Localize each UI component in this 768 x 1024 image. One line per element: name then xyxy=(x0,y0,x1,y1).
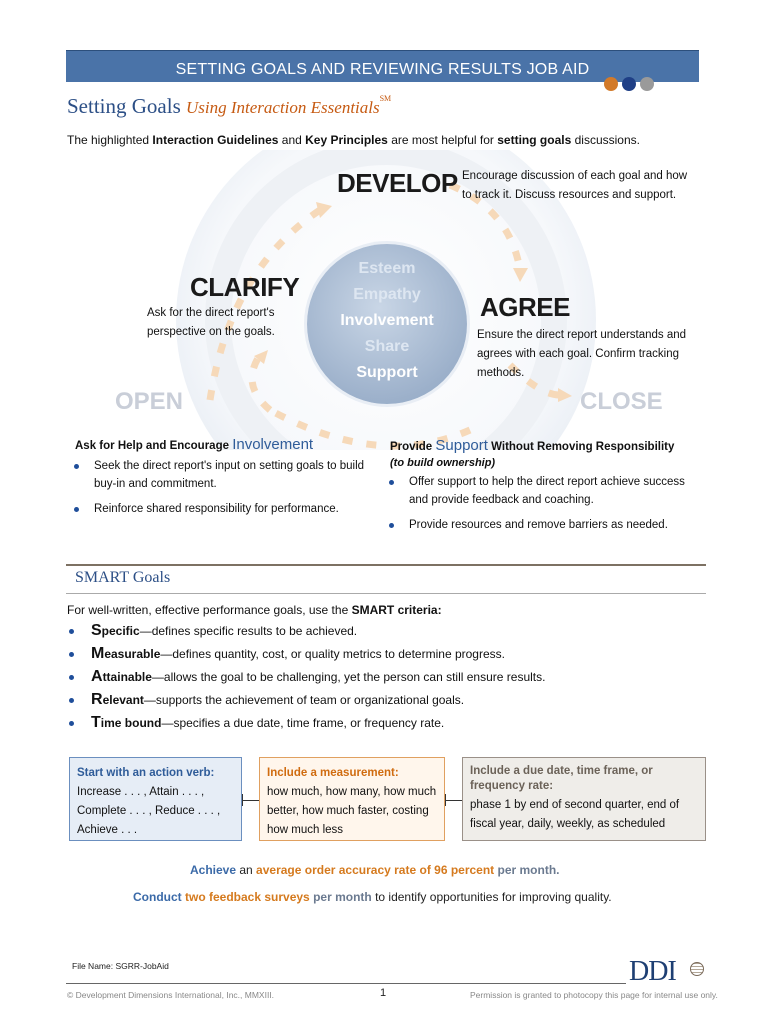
list-item: Provide resources and remove barriers as needed. xyxy=(387,516,707,534)
principle-esteem: Esteem xyxy=(358,260,416,277)
involvement-bullets xyxy=(72,457,372,525)
support-heading-post: Without Removing Responsibility xyxy=(487,441,675,453)
smart-item-measurable xyxy=(66,642,545,665)
example-1-time: per month. xyxy=(494,863,560,877)
principle-support: Support xyxy=(356,364,418,381)
smart-word: ime bound xyxy=(100,716,162,730)
action-verb-box-body: Increase . . . , Attain . . . , Complete . . . , Reduce . . . , Achieve . . . xyxy=(77,786,221,836)
smart-letter: T xyxy=(91,714,101,731)
footer-rule xyxy=(66,983,626,984)
example-2-verb: Conduct xyxy=(133,890,182,904)
clarify-description: Ask for the direct report's perspective on the goals. xyxy=(147,307,275,338)
smart-desc: —defines quantity, cost, or quality metrics to determine progress. xyxy=(160,647,505,661)
principle-share: Share xyxy=(364,338,410,355)
intro-text-1: The highlighted xyxy=(67,133,153,147)
smart-intro-text: For well-written, effective performance goals, use the xyxy=(67,603,352,617)
involvement-heading xyxy=(75,436,313,453)
permission-notice: Permission is granted to photocopy this page for internal use only. xyxy=(470,990,718,1000)
intro-bold-guidelines: Interaction Guidelines xyxy=(152,133,279,147)
involvement-heading-text: Ask for Help and Encourage xyxy=(75,440,233,452)
smart-word: easurable xyxy=(104,647,161,661)
example-goal-1 xyxy=(190,863,560,877)
smart-letter: R xyxy=(91,691,103,708)
close-label: CLOSE xyxy=(580,388,663,415)
smart-goals-title: SMART Goals xyxy=(75,569,171,586)
measurement-box xyxy=(259,757,445,841)
agree-description: Ensure the direct report understands and agrees with each goal. Confirm tracking methods. xyxy=(477,329,687,379)
header-title: SETTING GOALS AND REVIEWING RESULTS JOB AID xyxy=(175,61,590,78)
example-2-rest: to identify opportunities for improving quality. xyxy=(371,890,612,904)
smart-item-time-bound xyxy=(66,711,545,734)
header-dot-gray xyxy=(640,77,654,91)
section-rule-bottom xyxy=(66,593,706,594)
principle-empathy: Empathy xyxy=(353,286,421,303)
intro-text-2: and xyxy=(278,133,306,147)
support-heading-pre: Provide xyxy=(390,441,436,453)
section-rule-top xyxy=(66,564,706,566)
page-title-subtitle: Using Interaction Essentials xyxy=(186,98,380,117)
smart-letter: A xyxy=(91,668,103,685)
measurement-box-heading: Include a measurement: xyxy=(267,767,399,779)
connector-line xyxy=(242,800,259,801)
measurement-box-body: how much, how many, how much better, how much faster, costing how much less xyxy=(267,786,437,836)
action-verb-box-heading: Start with an action verb: xyxy=(77,767,215,779)
file-name: File Name: SGRR-JobAid xyxy=(72,961,169,971)
smart-item-relevant xyxy=(66,688,545,711)
due-date-box-body: phase 1 by end of second quarter, end of fiscal year, daily, weekly, as scheduled xyxy=(470,799,680,830)
develop-label: DEVELOP xyxy=(337,168,458,198)
smart-desc: —allows the goal to be challenging, yet the person can still ensure results. xyxy=(151,670,546,684)
involvement-keyword: Involvement xyxy=(232,436,314,453)
copyright-notice: © Development Dimensions International, Inc., MMXIII. xyxy=(67,990,275,1000)
smart-item-attainable xyxy=(66,665,545,688)
example-1-text: an xyxy=(236,863,257,877)
ddi-logo: DDI xyxy=(629,956,676,987)
intro-bold-principles: Key Principles xyxy=(305,133,388,147)
smart-desc: —defines specific results to be achieved. xyxy=(139,624,358,638)
list-item: Reinforce shared responsibility for performance. xyxy=(72,500,372,518)
support-bullets xyxy=(387,473,707,541)
page-title xyxy=(67,94,391,119)
example-2-measure: two feedback surveys xyxy=(185,890,310,904)
header-bar xyxy=(66,50,699,82)
header-dot-orange xyxy=(604,77,618,91)
smart-criteria-list xyxy=(66,619,545,734)
intro-sentence xyxy=(67,133,640,147)
due-date-box-heading: Include a due date, time frame, or frequency rate: xyxy=(470,765,653,792)
due-date-box xyxy=(462,757,706,841)
smart-letter: S xyxy=(91,622,102,639)
smart-item-specific xyxy=(66,619,545,642)
list-item: Seek the direct report's input on setting goals to build buy-in and commitment. xyxy=(72,457,372,493)
intro-bold-setting-goals: setting goals xyxy=(497,133,572,147)
smart-intro-bold: SMART criteria: xyxy=(351,603,442,617)
clarify-label: CLARIFY xyxy=(190,272,300,302)
page-number: 1 xyxy=(380,987,387,999)
smart-desc: —supports the achievement of team or organizational goals. xyxy=(143,693,465,707)
key-principles-circle xyxy=(307,244,467,404)
connector-line xyxy=(445,800,462,801)
agree-label: AGREE xyxy=(480,292,570,322)
smart-word: ttainable xyxy=(102,670,152,684)
open-label: OPEN xyxy=(115,388,184,415)
intro-text-3: are most helpful for xyxy=(387,133,498,147)
action-verb-box xyxy=(69,757,242,841)
intro-text-4: discussions. xyxy=(571,133,640,147)
support-heading xyxy=(390,437,674,454)
smart-letter: M xyxy=(91,645,105,662)
smart-word: pecific xyxy=(101,624,140,638)
smart-intro xyxy=(67,603,442,617)
support-subheading: (to build ownership) xyxy=(390,457,496,469)
service-mark: SM xyxy=(379,94,392,103)
list-item: Offer support to help the direct report achieve success and provide feedback and coaching. xyxy=(387,473,707,509)
page-title-main: Setting Goals xyxy=(67,94,181,118)
connector-tick xyxy=(445,794,446,806)
support-keyword: Support xyxy=(435,437,488,454)
globe-icon xyxy=(690,962,704,976)
connector-tick xyxy=(242,794,243,806)
example-goal-2 xyxy=(133,890,612,904)
example-1-measure: average order accuracy rate of 96 percent xyxy=(256,863,495,877)
example-2-time: per month xyxy=(309,890,372,904)
header-dot-blue xyxy=(622,77,636,91)
example-1-verb: Achieve xyxy=(190,863,237,877)
smart-word: elevant xyxy=(102,693,144,707)
principle-involvement: Involvement xyxy=(340,312,434,329)
develop-description: Encourage discussion of each goal and how to track it. Discuss resources and support. xyxy=(462,170,688,201)
smart-desc: —specifies a due date, time frame, or frequency rate. xyxy=(161,716,445,730)
